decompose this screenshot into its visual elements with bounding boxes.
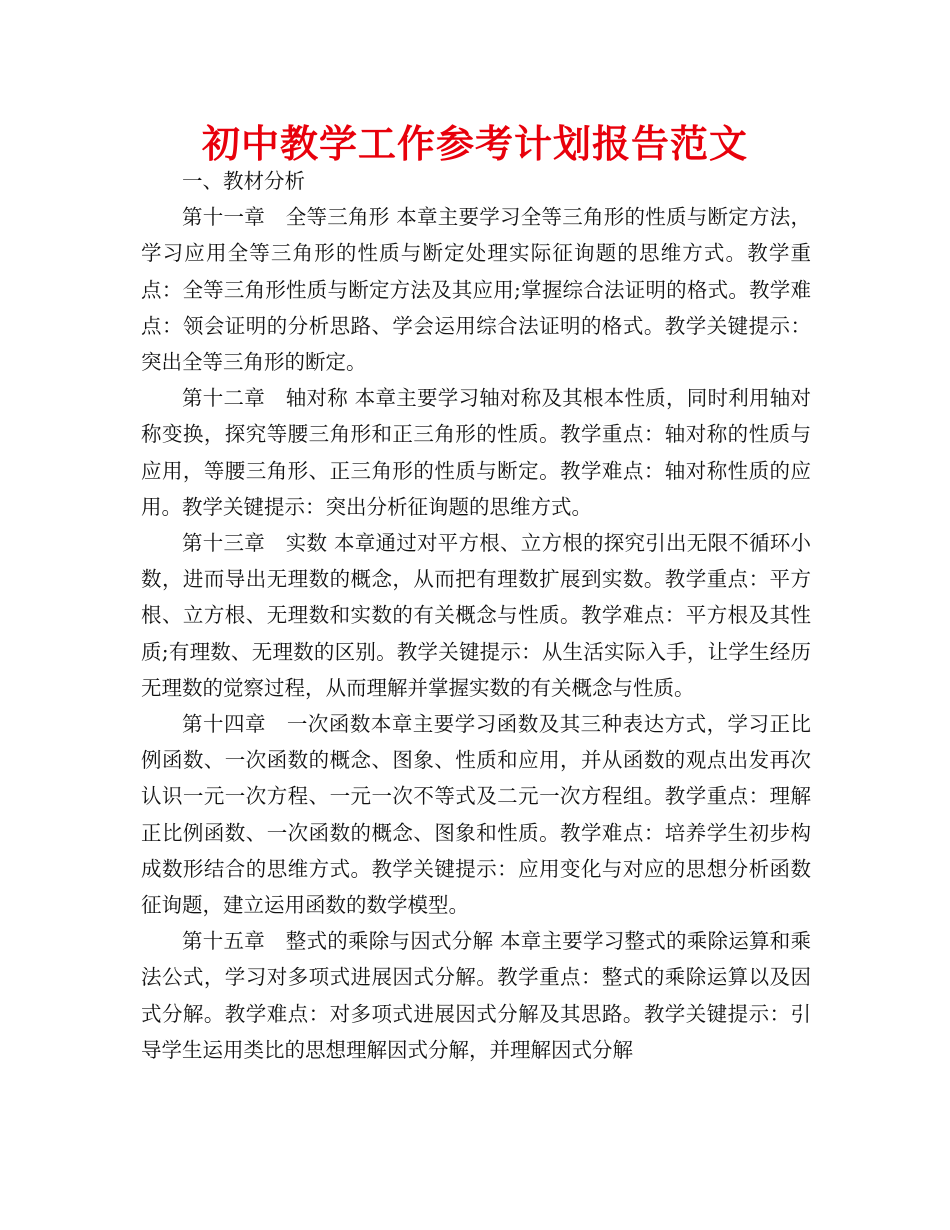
paragraph-chapter-15: 第十五章 整式的乘除与因式分解 本章主要学习整式的乘除运算和乘法公式，学习对多项式进展因式分解。教学重点：整式的乘除运算以及因式分解。教学难点：对多项式进展因式分解及其思路。教学关键提示：引导学生运用类比的思想理解因式分解，并理解因式分解 [141,929,811,1062]
paragraph-chapter-14: 第十四章 一次函数本章主要学习函数及其三种表达方式，学习正比例函数、一次函数的概念、图象、性质和应用，并从函数的观点出发再次认识一元一次方程、一元一次不等式及二元一次方程组。教学重点：理解正比例函数、一次函数的概念、图象和性质。教学难点：培养学生初步构成数形结合的思维方式。教学关键提示：应用变化与对应的思想分析函数征询题，建立运用函数的数学模型。 [141,712,811,918]
paragraph-chapter-11: 第十一章 全等三角形 本章主要学习全等三角形的性质与断定方法，学习应用全等三角形的性质与断定处理实际征询题的思维方式。教学重点：全等三角形性质与断定方法及其应用;掌握综合法证明的格式。教学难点：领会证明的分析思路、学会运用综合法证明的格式。教学关键提示：突出全等三角形的断定。 [141,205,811,375]
document-body [141,163,811,1068]
paragraph-chapter-13: 第十三章 实数 本章通过对平方根、立方根的探究引出无限不循环小数，进而导出无理数的概念，从而把有理数扩展到实数。教学重点：平方根、立方根、无理数和实数的有关概念与性质。教学难点：平方根及其性质;有理数、无理数的区别。教学关键提示：从生活实际入手，让学生经历无理数的觉察过程，从而理解并掌握实数的有关概念与性质。 [141,531,811,700]
section-heading: 一、教材分析 [182,169,305,193]
paragraph-chapter-12: 第十二章 轴对称 本章主要学习轴对称及其根本性质，同时利用轴对称变换，探究等腰三角形和正三角形的性质。教学重点：轴对称的性质与应用，等腰三角形、正三角形的性质与断定。教学难点：轴对称性质的应用。教学关键提示：突出分析征询题的思维方式。 [141,386,811,519]
document-title: 初中教学工作参考计划报告范文 [201,122,748,166]
